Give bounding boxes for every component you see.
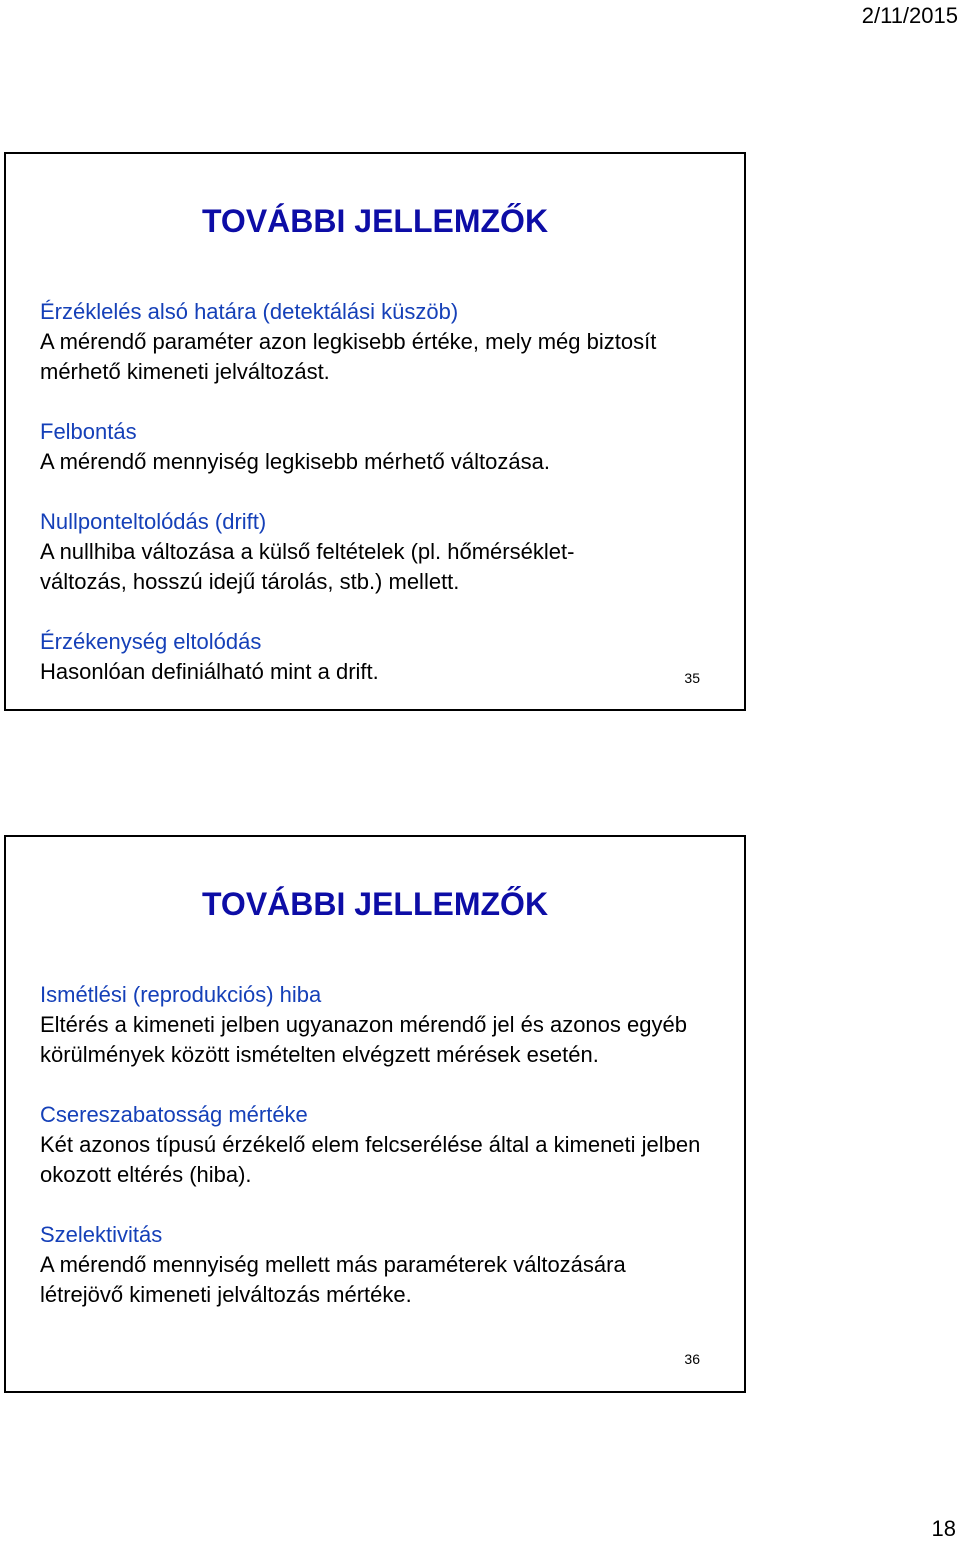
definition-term: Ismétlési (reprodukciós) hiba [40,982,322,1007]
definition-text: Eltérés a kimeneti jelben ugyanazon mérendő jel és azonos egyéb körülmények között ismételten elvégzett mérések esetén. [40,1012,687,1067]
definition-term: Érzéklelés alsó határa (detektálási küszöb) [40,299,459,324]
definition-term: Felbontás [40,419,137,444]
definition-text: A nullhiba változása a külső feltételek (pl. hőmérséklet-változás, hosszú idejű tárolás, stb.) mellett. [40,539,575,594]
slide-body [40,297,724,717]
slide-number: 36 [684,1351,700,1367]
definition-item [40,627,724,687]
slide-36 [4,835,746,1393]
definition-term: Szelektivitás [40,1222,163,1247]
slide-35 [4,152,746,711]
definition-term: Csereszabatosság mértéke [40,1102,308,1127]
definition-text: A mérendő mennyiség legkisebb mérhető változása. [40,449,550,474]
slide-title: TOVÁBBI JELLEMZŐK [201,886,549,922]
definition-text: Két azonos típusú érzékelő elem felcserélése által a kimeneti jelben okozott eltérés (hiba). [40,1132,701,1187]
definition-text: Hasonlóan definiálható mint a drift. [40,659,379,684]
slide-number: 35 [684,670,700,686]
page-number: 18 [931,1516,956,1541]
slide-title: TOVÁBBI JELLEMZŐK [201,203,549,239]
definition-term: Nullponteltolódás (drift) [40,509,267,534]
print-date: 2/11/2015 [861,3,958,28]
definition-item [40,417,724,477]
definition-item [40,507,724,597]
slide-body [40,980,724,1340]
definition-text: A mérendő paraméter azon legkisebb értéke, mely még biztosít mérhető kimeneti jelváltozást. [40,329,657,384]
definition-item [40,1100,724,1190]
definition-term: Érzékenység eltolódás [40,629,262,654]
definition-item [40,980,724,1070]
definition-item [40,297,724,387]
definition-text: A mérendő mennyiség mellett más paraméterek változására létrejövő kimeneti jelváltozás mértéke. [40,1252,626,1307]
definition-item [40,1220,724,1310]
